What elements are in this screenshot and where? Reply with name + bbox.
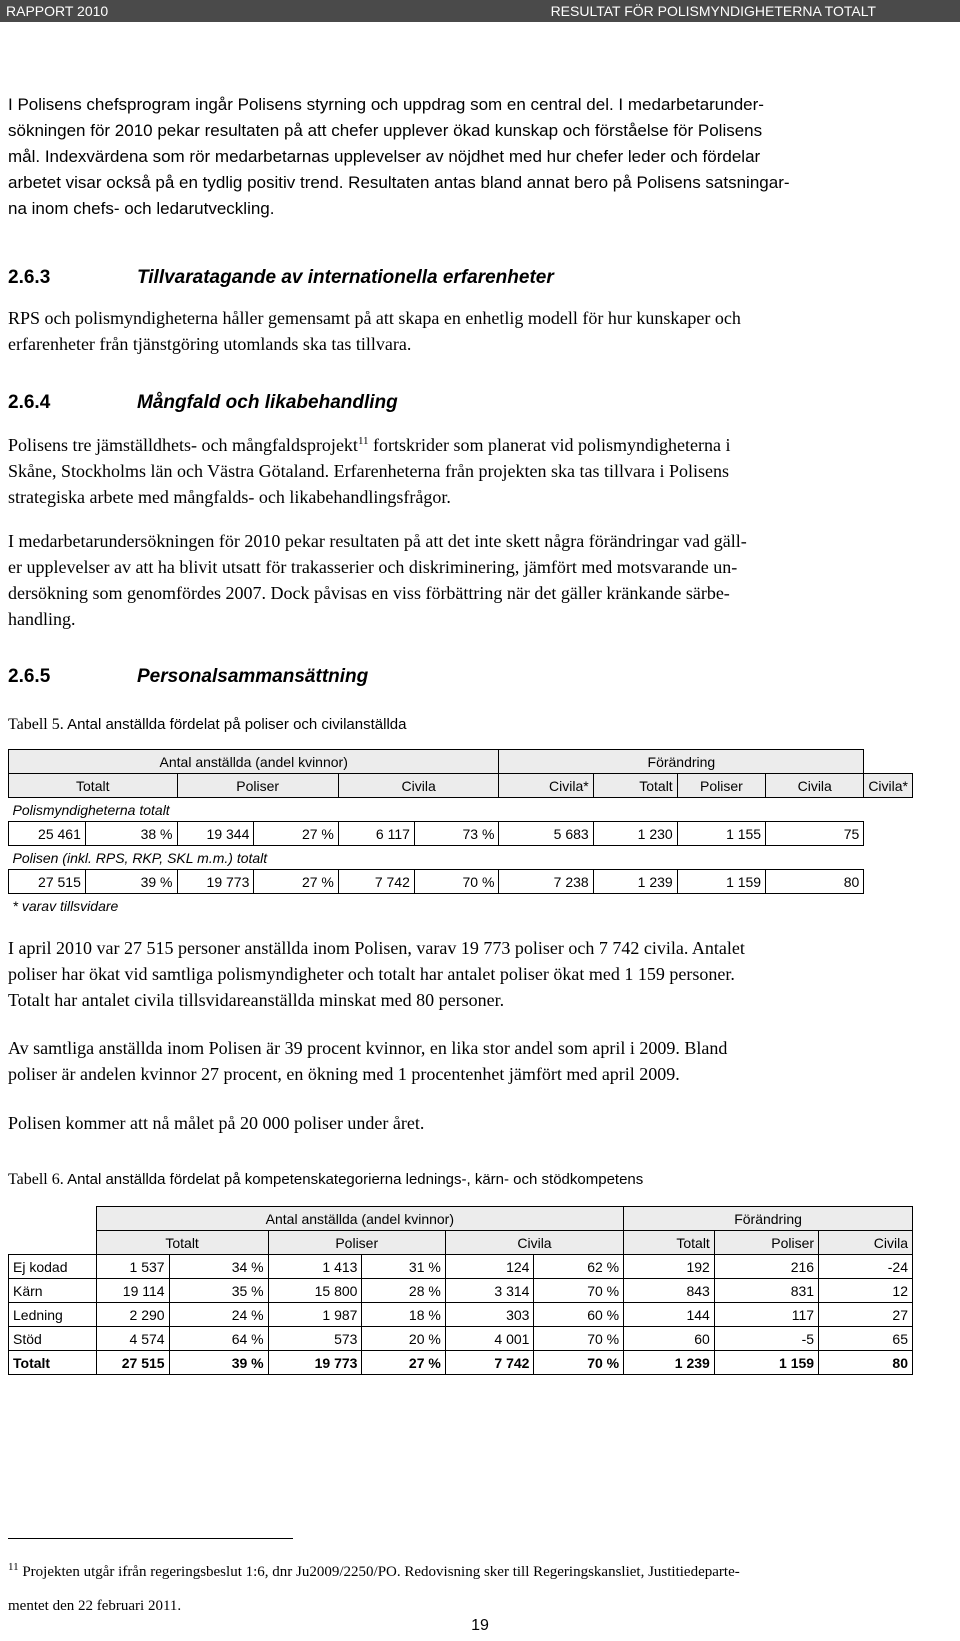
cell: 6 117 (338, 822, 414, 846)
text-line: mentet den 22 februari 2011. (8, 1598, 182, 1614)
row-group-label: Polismyndigheterna totalt (12, 801, 170, 818)
group-header-counts: Antal anställda (andel kvinnor) (96, 1207, 624, 1231)
row-label: Ej kodad (9, 1255, 97, 1279)
page-header (0, 0, 960, 22)
text-line: arbetet visar också på en tydlig positiv trend. Resultaten antas bland annat bero på Polisens satsningar- (8, 173, 790, 192)
footnote-number: 11 (8, 1561, 19, 1573)
cell: 7 742 (445, 1351, 534, 1375)
cell: 1 230 (593, 822, 677, 846)
group-header-change: Förändring (624, 1207, 913, 1231)
row-group-label: Polisen (inkl. RPS, RKP, SKL m.m.) totalt (12, 849, 268, 866)
table6-column-header (9, 1231, 913, 1255)
cell: 7 742 (338, 870, 414, 894)
col-header: Civila (445, 1231, 623, 1255)
text-line: Polisen kommer att nå målet på 20 000 poliser under året. (8, 1113, 425, 1133)
cell: 1 239 (593, 870, 677, 894)
col-header: Civila* (499, 774, 593, 798)
cell: 60 (624, 1327, 715, 1351)
row-label: Ledning (9, 1303, 97, 1327)
cell: 19 114 (96, 1279, 169, 1303)
text-line: poliser är andelen kvinnor 27 procent, en ökning med 1 procentenhet jämfört med april 2009. (8, 1064, 680, 1084)
text-fragment: Projekten utgår ifrån regeringsbeslut 1:6, dnr Ju2009/2250/PO. Redovisning sker till Regeringskansliet, Justitiedeparte- (18, 1564, 740, 1580)
cell: 24 % (169, 1303, 268, 1327)
cell: 27 (819, 1303, 913, 1327)
group-header-counts: Antal anställda (andel kvinnor) (9, 750, 499, 774)
col-header: Totalt (593, 774, 677, 798)
cell: 4 001 (445, 1327, 534, 1351)
heading-number: 2.6.5 (8, 666, 51, 687)
text-line: erfarenheter från tjänstgöring utomlands ska tas tillvara. (8, 334, 412, 354)
table-note: * varav tillsvidare (12, 897, 119, 914)
footnote (8, 1550, 938, 1623)
cell: 19 344 (177, 822, 254, 846)
cell: 70 % (534, 1351, 624, 1375)
text-line: Skåne, Stockholms län och Västra Götaland. Erfarenheterna från projekten ska tas tillvara i Polisens (8, 461, 729, 481)
table5-label-row (9, 846, 913, 870)
section-title: RESULTAT FÖR POLISMYNDIGHETERNA TOTALT (550, 3, 876, 19)
cell: 303 (445, 1303, 534, 1327)
col-header: Totalt (624, 1231, 715, 1255)
cell: 28 % (362, 1279, 445, 1303)
cell: 34 % (169, 1255, 268, 1279)
col-header: Civila (819, 1231, 913, 1255)
cell: 117 (714, 1303, 818, 1327)
text-line: I medarbetarundersökningen för 2010 pekar resultaten på att det inte skett några förändringar vad gäll- (8, 531, 747, 551)
table5 (8, 749, 913, 917)
cell: 62 % (534, 1255, 624, 1279)
cell: 831 (714, 1279, 818, 1303)
table-row (9, 1303, 913, 1327)
caption-label: Tabell 5. (8, 716, 64, 733)
text-line: sökningen för 2010 pekar resultaten på att chefer upplever ökad kunskap och förståelse för Polisens (8, 121, 763, 140)
col-header: Civila (766, 774, 864, 798)
cell: 27 % (254, 822, 339, 846)
table5-column-header (9, 774, 913, 798)
table-row (9, 870, 913, 894)
text-line: I april 2010 var 27 515 personer anställda inom Polisen, varav 19 773 poliser och 7 742 civila. Antalet (8, 938, 745, 958)
text-line (8, 1550, 938, 1589)
paragraph-2-6-4-b (8, 528, 943, 632)
row-label: Totalt (9, 1351, 97, 1375)
paragraph-2-6-4-a (8, 428, 943, 510)
cell: 39 % (85, 870, 177, 894)
cell: 70 % (534, 1327, 624, 1351)
cell: 80 (766, 870, 864, 894)
heading-2-6-5 (8, 666, 368, 688)
cell: 3 314 (445, 1279, 534, 1303)
table-row (9, 1327, 913, 1351)
table5-label-row (9, 798, 913, 822)
corner-cell (9, 1207, 97, 1231)
cell: 27 % (254, 870, 339, 894)
cell: 38 % (85, 822, 177, 846)
table6-caption (8, 1171, 643, 1189)
cell: 5 683 (499, 822, 593, 846)
heading-title: Personalsammansättning (137, 666, 369, 687)
cell: 65 (819, 1327, 913, 1351)
report-title: RAPPORT 2010 (6, 3, 109, 19)
cell: -5 (714, 1327, 818, 1351)
col-header: Totalt (9, 774, 178, 798)
cell: 1 159 (714, 1351, 818, 1375)
col-header: Civila* (864, 774, 913, 798)
group-header-change: Förändring (499, 750, 864, 774)
corner-cell (9, 1231, 97, 1255)
paragraph-staff-1 (8, 935, 943, 1013)
cell: 25 461 (9, 822, 86, 846)
table-row (9, 1279, 913, 1303)
row-label: Kärn (9, 1279, 97, 1303)
cell: 124 (445, 1255, 534, 1279)
cell: 1 159 (677, 870, 765, 894)
cell: 73 % (414, 822, 499, 846)
heading-title: Tillvaratagande av internationella erfarenheter (137, 267, 554, 288)
paragraph-staff-3 (8, 1110, 943, 1136)
cell: 192 (624, 1255, 715, 1279)
cell: -24 (819, 1255, 913, 1279)
table5-caption (8, 716, 406, 734)
cell: 144 (624, 1303, 715, 1327)
cell: 1 155 (677, 822, 765, 846)
col-header: Poliser (177, 774, 338, 798)
cell: 80 (819, 1351, 913, 1375)
text-line: handling. (8, 609, 76, 629)
heading-2-6-3 (8, 267, 554, 289)
table5-group-header (9, 750, 913, 774)
text-line: poliser har ökat vid samtliga polismyndigheter och totalt har antalet poliser ökat med 1 159 personer. (8, 964, 735, 984)
heading-2-6-4 (8, 392, 398, 414)
cell: 12 (819, 1279, 913, 1303)
intro-paragraph (8, 92, 943, 222)
text-line (8, 428, 943, 458)
heading-number: 2.6.4 (8, 392, 51, 413)
col-header: Civila (338, 774, 499, 798)
cell: 75 (766, 822, 864, 846)
cell: 843 (624, 1279, 715, 1303)
cell: 18 % (362, 1303, 445, 1327)
text-line: na inom chefs- och ledarutveckling. (8, 199, 275, 218)
heading-number: 2.6.3 (8, 267, 51, 288)
cell: 216 (714, 1255, 818, 1279)
paragraph-2-6-3 (8, 305, 943, 357)
caption-text: Antal anställda fördelat på poliser och civilanställda (63, 716, 407, 733)
cell: 27 515 (9, 870, 86, 894)
cell: 64 % (169, 1327, 268, 1351)
row-label: Stöd (9, 1327, 97, 1351)
cell: 27 % (362, 1351, 445, 1375)
heading-title: Mångfald och likabehandling (137, 392, 398, 413)
page-number: 19 (471, 1617, 489, 1634)
caption-text: Antal anställda fördelat på kompetenskategorierna lednings-, kärn- och stödkompetens (63, 1171, 644, 1188)
table6 (8, 1206, 913, 1375)
col-header: Poliser (677, 774, 765, 798)
cell: 31 % (362, 1255, 445, 1279)
col-header: Poliser (268, 1231, 445, 1255)
text-line: er upplevelser av att ha blivit utsatt för trakasserier och diskriminering, jämfört med motsvarande un- (8, 557, 738, 577)
cell: 19 773 (177, 870, 254, 894)
cell: 4 574 (96, 1327, 169, 1351)
table5-note-row (9, 894, 913, 918)
text-line: mål. Indexvärdena som rör medarbetarnas upplevelser av nöjdhet med hur chefer leder och fördelar (8, 147, 761, 166)
cell: 35 % (169, 1279, 268, 1303)
table6-group-header (9, 1207, 913, 1231)
cell: 70 % (534, 1279, 624, 1303)
col-header: Totalt (96, 1231, 268, 1255)
cell: 1 413 (268, 1255, 362, 1279)
col-header: Poliser (714, 1231, 818, 1255)
cell: 20 % (362, 1327, 445, 1351)
caption-label: Tabell 6. (8, 1171, 64, 1188)
text-line: strategiska arbete med mångfalds- och likabehandlingsfrågor. (8, 487, 451, 507)
cell: 39 % (169, 1351, 268, 1375)
text-line: I Polisens chefsprogram ingår Polisens styrning och uppdrag som en central del. I medarbetarunder- (8, 95, 764, 114)
text-fragment: Polisens tre jämställdhets- och mångfaldsprojekt (8, 435, 358, 455)
cell: 19 773 (268, 1351, 362, 1375)
cell: 1 987 (268, 1303, 362, 1327)
text-line: Totalt har antalet civila tillsvidareanställda minskat med 80 personer. (8, 990, 505, 1010)
cell: 15 800 (268, 1279, 362, 1303)
table-row (9, 822, 913, 846)
cell: 60 % (534, 1303, 624, 1327)
cell: 2 290 (96, 1303, 169, 1327)
footnote-ref: 11 (357, 435, 369, 447)
footnote-divider (8, 1538, 293, 1539)
cell: 27 515 (96, 1351, 169, 1375)
cell: 70 % (414, 870, 499, 894)
text-line: Av samtliga anställda inom Polisen är 39 procent kvinnor, en lika stor andel som april i 2009. Bland (8, 1038, 728, 1058)
table-row (9, 1255, 913, 1279)
cell: 1 239 (624, 1351, 715, 1375)
text-line: RPS och polismyndigheterna håller gemensamt på att skapa en enhetlig modell för hur kunskaper och (8, 308, 741, 328)
cell: 7 238 (499, 870, 593, 894)
cell: 573 (268, 1327, 362, 1351)
table-total-row (9, 1351, 913, 1375)
text-line: dersökning som genomfördes 2007. Dock påvisas en viss förbättring när det gäller kränkande särbe- (8, 583, 730, 603)
text-fragment: fortskrider som planerat vid polismyndigheterna i (368, 435, 731, 455)
cell: 1 537 (96, 1255, 169, 1279)
paragraph-staff-2 (8, 1035, 943, 1087)
